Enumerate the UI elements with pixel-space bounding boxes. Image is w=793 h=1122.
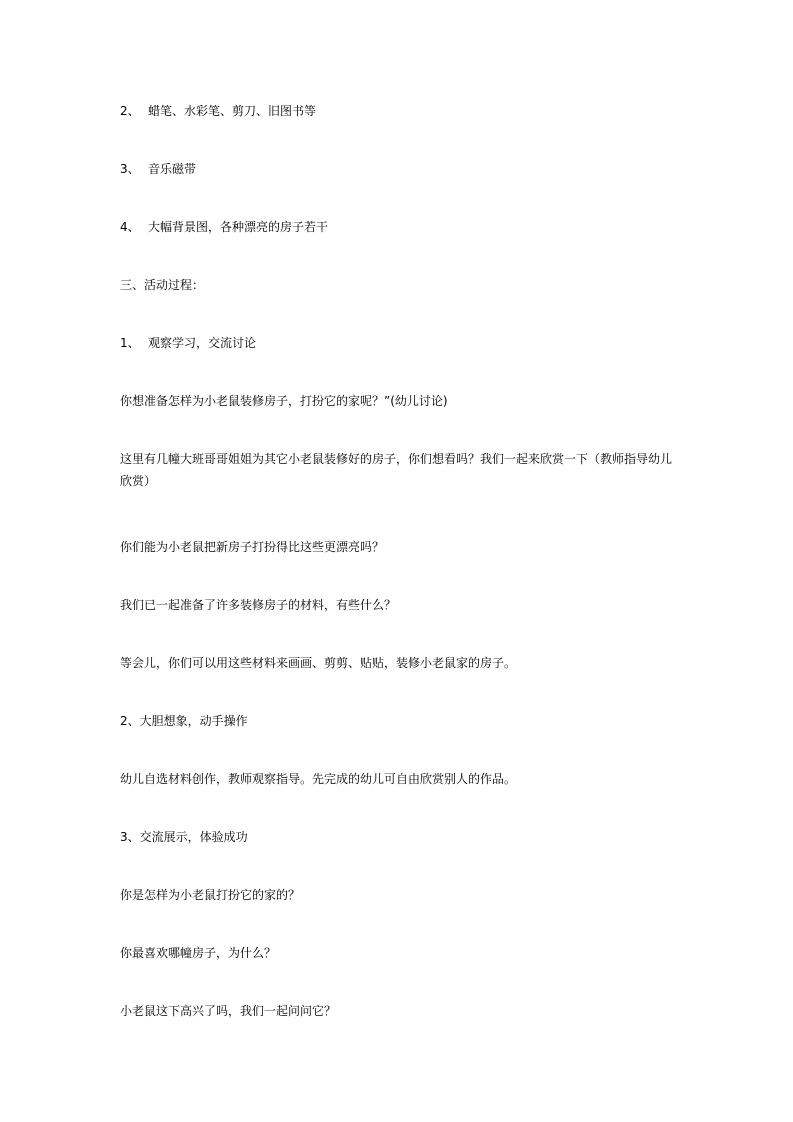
- paragraph-how-decorated: 你是怎样为小老鼠打扮它的家的？: [120, 888, 301, 902]
- step-1-heading: [120, 332, 680, 354]
- item-number: 3、: [120, 162, 140, 176]
- paragraph-favorite-house: 你最喜欢哪幢房子，为什么？: [120, 946, 277, 960]
- item-text: 观察学习，交流讨论: [148, 336, 257, 350]
- item-text: 音乐磁带: [148, 162, 197, 176]
- material-item-2: [120, 100, 680, 122]
- item-text: 大幅背景图，各种漂亮的房子若干: [148, 220, 329, 234]
- paragraph-question-decorate: 你想准备怎样为小老鼠装修房子，打扮它的家呢？”(幼儿讨论): [120, 394, 448, 408]
- item-number: 2、: [120, 104, 140, 118]
- paragraph-use-materials: 等会儿，你们可以用这些材料来画画、剪剪、贴贴，装修小老鼠家的房子。: [120, 656, 517, 670]
- section-heading-process: 三、活动过程：: [120, 278, 205, 292]
- paragraph-appreciate-houses: 这里有几幢大班哥哥姐姐为其它小老鼠装修好的房子，你们想看吗？我们一起来欣赏一下（教师指导幼儿欣赏）: [120, 452, 673, 488]
- paragraph-ask-mouse: 小老鼠这下高兴了吗，我们一起问问它？: [120, 1004, 337, 1018]
- item-number: 1、: [120, 336, 140, 350]
- paragraph-materials: 我们已一起准备了许多装修房子的材料，有些什么？: [120, 598, 397, 612]
- paragraph-more-beautiful: 你们能为小老鼠把新房子打扮得比这些更漂亮吗？: [120, 540, 385, 554]
- material-item-3: [120, 158, 680, 180]
- item-text: 蜡笔、水彩笔、剪刀、旧图书等: [148, 104, 317, 118]
- material-item-4: [120, 216, 680, 238]
- item-number: 4、: [120, 220, 140, 234]
- step-2-heading: 2、大胆想象，动手操作: [120, 714, 248, 728]
- paragraph-free-creation: 幼儿自选材料创作，教师观察指导。先完成的幼儿可自由欣赏别人的作品。: [120, 772, 517, 786]
- step-3-heading: 3、交流展示，体验成功: [120, 830, 248, 844]
